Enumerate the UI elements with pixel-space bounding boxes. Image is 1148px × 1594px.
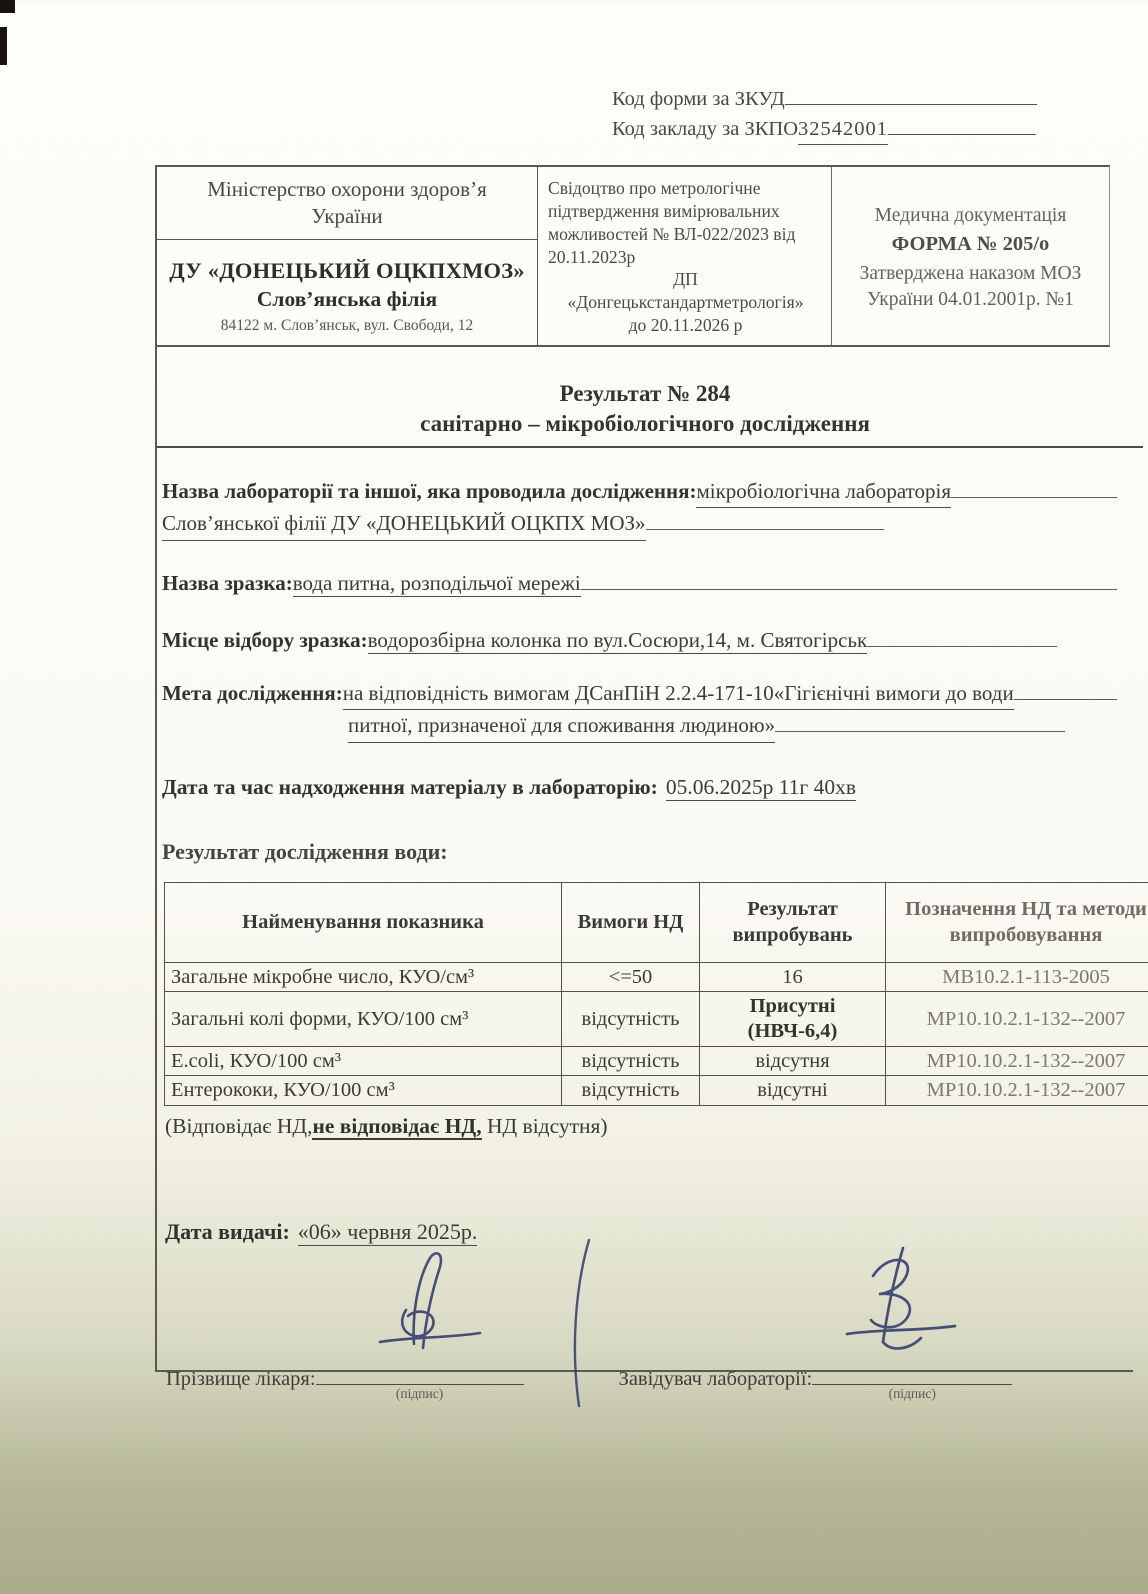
head-signature-block [618, 1364, 1013, 1401]
purpose-value2: питної, призначеної для споживання людиною» [348, 710, 775, 743]
form-number: ФОРМА № 205/о [891, 233, 1050, 256]
document-frame [155, 165, 1147, 1401]
head-signature-label: Завідувач лабораторії: [618, 1367, 813, 1390]
purpose-blank2 [775, 710, 1065, 732]
purpose-blank1 [1014, 678, 1117, 700]
laboratory-label: Назва лабораторії та іншої, яка проводила дослідження: [162, 478, 697, 503]
laboratory-value2: Слов’янської філії ДУ «ДОНЕЦЬКИЙ ОЦКПХ МОЗ» [162, 508, 646, 541]
field-laboratory [162, 476, 1117, 541]
field-issue-date [162, 1219, 1117, 1246]
scan-artifact-mark [0, 27, 7, 65]
purpose-line1 [162, 678, 1117, 711]
column-header-result: Результат випробувань [700, 882, 886, 962]
purpose-label: Мета дослідження: [162, 680, 343, 705]
received-label: Дата та час надходження матеріалу в лабораторію: [162, 774, 658, 799]
indicator-name: E.coli, КУО/100 см³ [165, 1046, 562, 1076]
signatures-row [162, 1364, 1117, 1401]
letterhead-table [157, 165, 1110, 347]
document-title [157, 379, 1133, 439]
field-sample [162, 568, 1117, 597]
table-row [165, 962, 1148, 992]
note-part3: НД відсутня) [481, 1113, 608, 1138]
facility-code-blank [888, 114, 1036, 135]
scan-artifact-mark [0, 0, 15, 13]
field-place [162, 625, 1117, 654]
column-header-method: Позначення НД та методи випробовування [886, 882, 1148, 962]
issue-date-label: Дата видачі: [165, 1218, 290, 1244]
indicator-requirement: відсутність [562, 1046, 700, 1076]
indicator-requirement: відсутність [562, 1076, 700, 1106]
purpose-value1: на відповідність вимогам ДСанПіН 2.2.4-171-10«Гігієнічні вимоги до води [343, 678, 1014, 711]
result-subtitle: санітарно – мікробіологічного дослідження [420, 410, 870, 436]
laboratory-blank [951, 476, 1117, 498]
form-code-blank [785, 84, 1037, 105]
indicator-result: відсутня [700, 1046, 886, 1076]
doc-kind: Медична документація [874, 205, 1067, 226]
sample-value: вода питна, розподільчої мережі [292, 570, 581, 595]
laboratory-blank2 [646, 508, 884, 530]
doctor-signature-label: Прізвище лікаря: [166, 1367, 316, 1390]
laboratory-value: мікробіологічна лабораторія [696, 476, 951, 509]
doctor-signature-block [166, 1364, 524, 1401]
place-label: Місце відбору зразка: [162, 627, 368, 652]
column-header-requirement: Вимоги НД [562, 882, 700, 962]
result-number: Результат № 284 [559, 381, 731, 407]
purpose-line2 [162, 710, 1117, 743]
indicator-name: Загальні колі форми, КУО/100 см³ [165, 992, 562, 1046]
form-codes [612, 84, 1142, 145]
place-blank [867, 625, 1057, 647]
table-row [165, 1076, 1148, 1106]
form-code-label: Код форми за ЗКУД [612, 88, 785, 110]
certificate-dp: ДП [673, 269, 698, 290]
organization-address: 84122 м. Слов’янськ, вул. Свободи, 12 [220, 316, 474, 334]
doctor-signature-caption: (підпис) [395, 1385, 444, 1401]
head-signature-caption: (підпис) [888, 1385, 936, 1401]
laboratory-line2 [162, 508, 1117, 541]
title-divider [157, 446, 1143, 448]
approved-text: Затверджена наказом МОЗ України 04.01.2001р. №1 [859, 262, 1082, 311]
sample-label: Назва зразка: [162, 570, 293, 595]
certificate-until: до 20.11.2026 р [628, 315, 743, 336]
note-part1: (Відповідає НД, [165, 1113, 313, 1138]
organization-block [157, 240, 537, 345]
branch-name: Слов’янська філія [256, 286, 438, 311]
received-value: 05.06.2025р 11г 40хв [665, 774, 857, 799]
table-row [165, 992, 1148, 1046]
results-heading: Результат дослідження води: [162, 838, 448, 864]
table-row [165, 1046, 1148, 1076]
letterhead-form-cell [832, 167, 1109, 345]
results-header-row [165, 882, 1148, 962]
field-purpose [162, 678, 1117, 743]
indicator-method: МВ10.2.1-113-2005 [886, 962, 1148, 992]
indicator-method: МР10.10.2.1-132--2007 [886, 992, 1148, 1046]
result-note: (НВЧ-6,4) [747, 1019, 838, 1042]
indicator-requirement: <=50 [562, 962, 700, 992]
spacer [524, 1364, 619, 1391]
letterhead-certificate-cell [538, 167, 832, 345]
facility-code-label: Код закладу за ЗКПО [612, 118, 799, 141]
ministry-name: Міністерство охорони здоров’я України [157, 167, 537, 240]
column-header-name: Найменування показника [165, 882, 562, 962]
certificate-org: «Донгецькстандартметрологія» [567, 292, 804, 313]
place-value: водорозбірна колонка по вул.Сосюри,14, м. Святогірськ [367, 627, 868, 652]
doctor-signature-line [316, 1364, 524, 1401]
field-received [162, 775, 1117, 801]
indicator-result [700, 992, 886, 1046]
head-signature-line [812, 1364, 1012, 1401]
note-nonconform: не відповідає НД, [312, 1113, 482, 1138]
facility-code-value: 32542001 [798, 115, 888, 145]
result-value: Присутні [749, 995, 836, 1018]
letterhead-organization-cell [157, 167, 538, 345]
indicator-requirement: відсутність [562, 992, 700, 1046]
indicator-method: МР10.10.2.1-132--2007 [886, 1076, 1148, 1106]
issue-date-value: «06» червня 2025р. [297, 1218, 478, 1244]
fields-section [157, 476, 1147, 1401]
indicator-result: 16 [700, 962, 886, 992]
laboratory-line1 [162, 476, 1117, 509]
indicator-result: відсутні [700, 1076, 886, 1106]
certificate-text: Свідоцтво про метрологічне підтвердження вимірювальних можливостей № ВЛ-022/2023 від 20.11.2023р [548, 178, 796, 267]
conformity-note [162, 1114, 1117, 1139]
indicator-name: Ентерококи, КУО/100 см³ [165, 1076, 562, 1106]
results-table [164, 882, 1148, 1106]
indicator-method: МР10.10.2.1-132--2007 [886, 1046, 1148, 1076]
sample-blank [581, 568, 1117, 590]
facility-code-row [612, 114, 1142, 145]
form-code-row [612, 84, 1142, 114]
organization-name: ДУ «ДОНЕЦЬКИЙ ОЦКПХМОЗ» [169, 257, 525, 283]
indicator-name: Загальне мікробне число, КУО/см³ [165, 962, 562, 992]
